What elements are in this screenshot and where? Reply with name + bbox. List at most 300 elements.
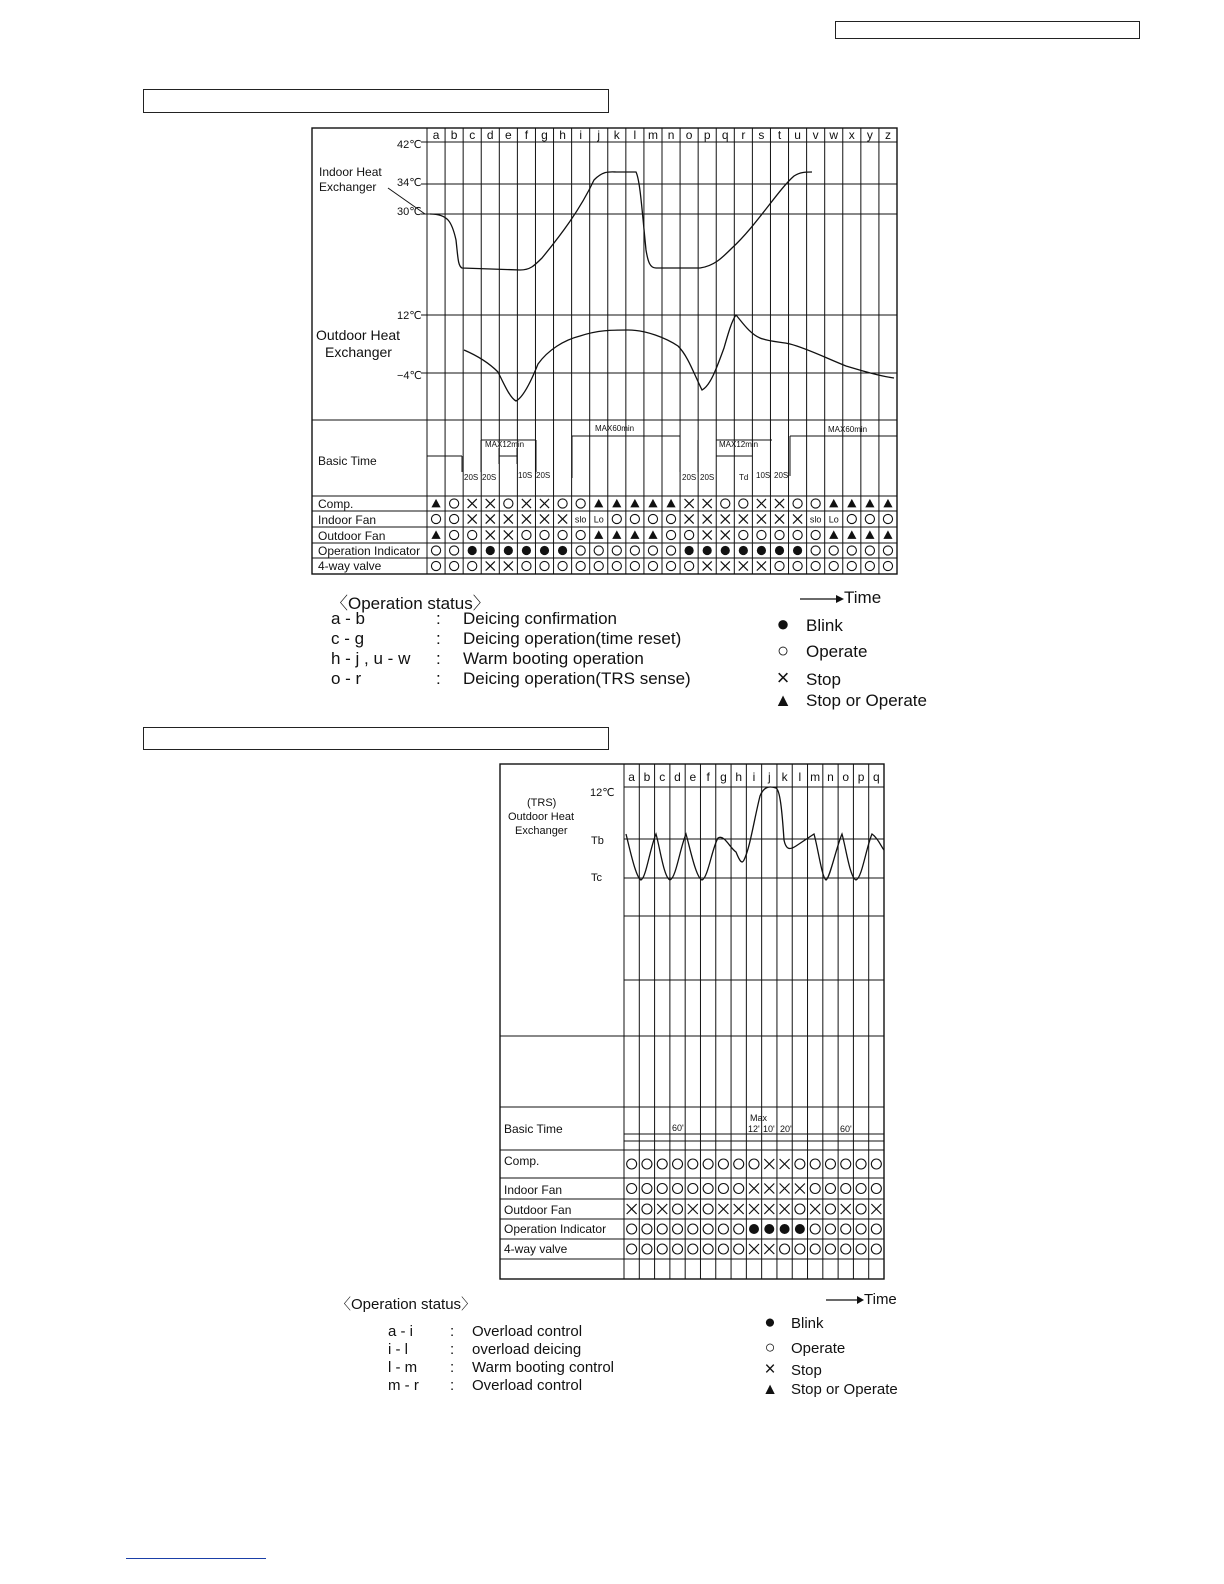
row-label-4-way-valve: 4-way valve — [504, 1242, 568, 1256]
operate-icon — [825, 1184, 835, 1194]
operate-icon — [739, 499, 748, 508]
operate-icon — [749, 1159, 759, 1169]
time-point-letter: e — [689, 770, 697, 784]
indoor-heat-label-2: Exchanger — [319, 180, 377, 194]
time-point-letter: s — [758, 128, 765, 142]
time-label: 20S — [482, 473, 497, 482]
status-item — [331, 669, 691, 689]
indoor-heat-exchanger-curve — [430, 172, 812, 270]
stop-icon — [871, 1204, 881, 1214]
stop-or-operate-icon — [612, 499, 621, 508]
status-range: a - i — [388, 1323, 414, 1340]
stop-icon — [793, 514, 802, 523]
stop-icon — [721, 514, 730, 523]
blink-icon — [749, 1224, 759, 1234]
operate-icon — [780, 1244, 790, 1254]
stop-icon — [486, 514, 495, 523]
stop-or-operate-icon — [612, 530, 621, 539]
section-title-box-1 — [143, 89, 609, 113]
row-label-operation-indicator: Operation Indicator — [318, 544, 421, 558]
basic-time-label: Basic Time — [318, 454, 377, 468]
operate-icon — [718, 1224, 728, 1234]
time-point-letter: t — [777, 128, 782, 142]
stop-icon — [486, 499, 495, 508]
operate-icon — [630, 546, 639, 555]
operate-icon — [883, 561, 892, 570]
trs-label-1: (TRS) — [527, 797, 557, 809]
axis-label-tc: Tc — [591, 872, 602, 884]
operate-icon — [657, 1224, 667, 1234]
time-point-letter: g — [720, 770, 727, 784]
stop-icon — [468, 499, 477, 508]
blink-icon — [775, 546, 784, 555]
time-point-letter: c — [469, 128, 476, 142]
stop-or-operate-icon — [865, 530, 874, 539]
status-colon: : — [436, 609, 441, 628]
time-point-letter: q — [873, 770, 880, 784]
operate-icon — [673, 1224, 683, 1234]
operate-icon — [810, 1184, 820, 1194]
time-point-letter: o — [685, 128, 693, 142]
status-desc: Warm booting control — [472, 1359, 615, 1376]
operate-icon — [810, 1159, 820, 1169]
stop-icon — [810, 1204, 820, 1214]
outdoor-heat-label-2: Exchanger — [325, 344, 392, 360]
max-label-4: MAX60min — [828, 425, 868, 434]
operate-icon — [829, 561, 838, 570]
legend-time-2 — [826, 1291, 897, 1309]
stop-or-operate-icon — [594, 530, 603, 539]
stop-icon — [780, 1184, 790, 1194]
axis-label-tb: Tb — [591, 835, 604, 847]
time-arrow-icon — [826, 1292, 864, 1309]
operate-icon — [648, 546, 657, 555]
time-point-letter: i — [752, 770, 756, 784]
time-label: 20S — [536, 471, 551, 480]
operate-icon — [522, 561, 531, 570]
stop-icon — [734, 1204, 744, 1214]
stop-icon — [718, 1204, 728, 1214]
operate-icon — [673, 1184, 683, 1194]
trs-label-2: Outdoor Heat — [508, 811, 575, 823]
operate-icon — [558, 530, 567, 539]
legend-stop-or-operate — [770, 690, 927, 711]
stop-icon — [504, 530, 513, 539]
blink-icon — [757, 546, 766, 555]
operate-icon — [793, 530, 802, 539]
stop-or-operate-icon: ▲ — [762, 1381, 778, 1398]
stop-or-operate-icon — [431, 499, 440, 508]
stop-icon — [468, 514, 477, 523]
operate-icon — [825, 1204, 835, 1214]
operate-icon — [775, 561, 784, 570]
fan-speed-label: slo — [574, 514, 587, 525]
outdoor-heat-label-1: Outdoor Heat — [316, 327, 401, 343]
operate-icon — [450, 530, 459, 539]
operate-icon — [825, 1244, 835, 1254]
operate-icon — [757, 530, 766, 539]
operate-icon — [576, 546, 585, 555]
stop-icon: × — [764, 1359, 776, 1380]
status-colon: : — [450, 1359, 455, 1376]
operate-icon — [795, 1244, 805, 1254]
operate-icon — [648, 561, 657, 570]
operate-icon — [703, 1184, 713, 1194]
axis-label-12: 12℃ — [397, 310, 422, 322]
axis-label-minus4: −4℃ — [397, 370, 422, 382]
operate-icon — [576, 499, 585, 508]
operate-icon — [627, 1159, 637, 1169]
operate-icon — [540, 530, 549, 539]
stop-or-operate-icon — [666, 499, 675, 508]
operate-icon — [734, 1184, 744, 1194]
blink-icon: ● — [776, 611, 790, 636]
operate-icon — [576, 561, 585, 570]
stop-or-operate-icon — [883, 499, 892, 508]
time-point-letter: y — [866, 128, 873, 142]
time-point-letter: n — [667, 128, 675, 142]
operate-icon — [612, 561, 621, 570]
basic-time-label: Basic Time — [504, 1122, 563, 1136]
fan-speed-label: Lo — [828, 514, 839, 525]
stop-icon — [685, 499, 694, 508]
status-range: m - r — [388, 1377, 419, 1394]
operate-icon — [450, 514, 459, 523]
time-label: 12' — [748, 1124, 760, 1134]
operate-icon — [594, 561, 603, 570]
time-point-letter: h — [735, 770, 743, 784]
operate-icon — [642, 1204, 652, 1214]
operate-icon — [630, 561, 639, 570]
stop-or-operate-icon — [630, 530, 639, 539]
time-label: 60' — [672, 1123, 684, 1133]
status-range: c - g — [331, 629, 365, 648]
operate-icon — [841, 1244, 851, 1254]
legend-label: Stop or Operate — [791, 1381, 898, 1398]
trs-outdoor-heat-exchanger-curve — [626, 787, 884, 880]
blink-icon — [780, 1224, 790, 1234]
status-colon: : — [436, 629, 441, 648]
stop-icon — [775, 499, 784, 508]
stop-icon — [486, 530, 495, 539]
operate-icon — [811, 499, 820, 508]
time-point-letter: k — [613, 128, 620, 142]
trs-label-3: Exchanger — [515, 825, 568, 837]
operate-icon — [734, 1159, 744, 1169]
legend-operate — [757, 1337, 845, 1358]
time-label: 10S — [518, 471, 533, 480]
operate-icon — [856, 1244, 866, 1254]
operate-icon — [576, 530, 585, 539]
operate-icon — [666, 530, 675, 539]
stop-icon — [749, 1204, 759, 1214]
time-point-letter: v — [812, 128, 819, 142]
legend-label: Blink — [791, 1315, 824, 1332]
operate-icon — [718, 1184, 728, 1194]
status-colon: : — [450, 1341, 455, 1358]
time-point-letter: p — [703, 128, 711, 142]
time-point-letter: j — [597, 128, 601, 142]
operate-icon — [775, 530, 784, 539]
row-label-4-way-valve: 4-way valve — [318, 559, 382, 573]
operate-icon — [630, 514, 639, 523]
operate-icon — [673, 1244, 683, 1254]
stop-icon — [757, 514, 766, 523]
operate-icon — [810, 1224, 820, 1234]
stop-icon — [764, 1184, 774, 1194]
time-point-letter: j — [767, 770, 771, 784]
blink-icon: ● — [764, 1312, 776, 1333]
stop-icon — [739, 561, 748, 570]
stop-icon — [764, 1159, 774, 1169]
stop-icon — [685, 514, 694, 523]
fan-speed-label: Lo — [593, 514, 604, 525]
time-point-letter: m — [647, 128, 658, 142]
row-label-outdoor-fan: Outdoor Fan — [504, 1203, 572, 1217]
stop-icon — [522, 514, 531, 523]
stop-icon — [749, 1184, 759, 1194]
status-item — [388, 1377, 582, 1394]
operate-icon — [871, 1184, 881, 1194]
operate-icon — [871, 1159, 881, 1169]
stop-icon — [688, 1204, 698, 1214]
blink-icon — [764, 1224, 774, 1234]
stop-icon — [558, 514, 567, 523]
operate-icon — [504, 499, 513, 508]
stop-icon — [703, 530, 712, 539]
operate-icon — [594, 546, 603, 555]
operate-icon — [871, 1224, 881, 1234]
operate-icon — [734, 1224, 744, 1234]
operate-icon — [627, 1184, 637, 1194]
operate-icon — [673, 1159, 683, 1169]
time-point-letter: k — [781, 770, 788, 784]
operate-icon — [883, 546, 892, 555]
legend-label: Stop — [806, 670, 841, 689]
time-point-letter: l — [633, 128, 637, 142]
row-label-comp: Comp. — [504, 1154, 540, 1168]
operate-icon — [865, 546, 874, 555]
time-label: 60' — [840, 1124, 852, 1134]
blink-icon — [721, 546, 730, 555]
operate-icon — [847, 514, 856, 523]
time-label: Td — [739, 473, 749, 482]
operate-icon — [856, 1224, 866, 1234]
page-header-box — [835, 21, 1140, 39]
operate-icon — [739, 530, 748, 539]
operate-icon — [627, 1224, 637, 1234]
operate-icon — [883, 514, 892, 523]
status-item — [388, 1359, 614, 1376]
max-label-3: MAX12min — [719, 440, 759, 449]
time-point-letter: o — [842, 770, 850, 784]
stop-or-operate-icon — [648, 530, 657, 539]
operate-icon — [795, 1159, 805, 1169]
time-point-letter: n — [827, 770, 834, 784]
stop-icon — [627, 1204, 637, 1214]
operate-icon — [841, 1159, 851, 1169]
operate-icon — [793, 561, 802, 570]
time-point-letter: a — [432, 128, 440, 142]
operate-icon — [468, 530, 477, 539]
operate-icon — [450, 561, 459, 570]
time-point-letter: p — [857, 770, 865, 784]
stop-or-operate-icon: ▲ — [774, 690, 792, 710]
status-desc: Overload control — [472, 1377, 583, 1394]
time-label: 20S — [682, 473, 697, 482]
operate-icon — [856, 1159, 866, 1169]
operate-icon — [795, 1204, 805, 1214]
status-colon: : — [450, 1323, 455, 1340]
stop-icon — [749, 1244, 759, 1254]
stop-or-operate-icon — [829, 499, 838, 508]
operate-icon — [673, 1204, 683, 1214]
operate-icon — [718, 1159, 728, 1169]
operate-icon — [871, 1244, 881, 1254]
operate-icon — [829, 546, 838, 555]
time-point-letter: m — [810, 770, 821, 784]
time-point-letter: u — [794, 128, 801, 142]
stop-icon — [780, 1204, 790, 1214]
operate-icon — [688, 1184, 698, 1194]
stop-icon — [540, 499, 549, 508]
operate-icon: ○ — [776, 640, 790, 662]
blink-icon — [793, 546, 802, 555]
operate-icon — [718, 1244, 728, 1254]
operate-icon — [666, 514, 675, 523]
time-point-letter: i — [579, 128, 582, 142]
operate-icon — [685, 561, 694, 570]
operate-icon — [666, 561, 675, 570]
stop-icon — [540, 514, 549, 523]
blink-icon — [522, 546, 531, 555]
time-point-letter: x — [848, 128, 855, 142]
row-label-outdoor-fan: Outdoor Fan — [318, 529, 386, 543]
stop-or-operate-icon — [594, 499, 603, 508]
operate-icon — [865, 561, 874, 570]
footer-link-line — [126, 1558, 266, 1559]
legend-label: Operate — [791, 1340, 846, 1357]
legend-stop — [770, 665, 841, 691]
blink-icon — [739, 546, 748, 555]
stop-or-operate-icon — [431, 530, 440, 539]
legend-blink — [770, 611, 843, 637]
status-colon: : — [436, 649, 441, 668]
status-item — [331, 649, 644, 669]
stop-icon — [739, 514, 748, 523]
stop-icon — [657, 1204, 667, 1214]
operate-icon — [703, 1224, 713, 1234]
status-desc: Overload control — [472, 1323, 583, 1340]
operate-icon — [825, 1159, 835, 1169]
time-point-letter: f — [524, 128, 529, 142]
time-label: 20' — [780, 1124, 792, 1134]
status-item — [331, 629, 681, 649]
blink-icon — [685, 546, 694, 555]
status-desc: Deicing operation(TRS sense) — [463, 669, 691, 688]
time-point-letter: c — [659, 770, 666, 784]
operate-icon — [793, 499, 802, 508]
time-point-letter: b — [643, 770, 651, 784]
stop-icon — [757, 499, 766, 508]
stop-or-operate-icon — [865, 499, 874, 508]
status-colon: : — [436, 669, 441, 688]
time-point-letter: d — [486, 128, 494, 142]
operate-icon — [841, 1184, 851, 1194]
status-range: i - l — [388, 1341, 408, 1358]
operate-icon — [540, 561, 549, 570]
time-point-letter: d — [674, 770, 681, 784]
operate-icon — [688, 1244, 698, 1254]
time-point-letter: z — [884, 128, 891, 142]
operate-icon — [841, 1224, 851, 1234]
operate-icon — [811, 561, 820, 570]
blink-icon — [504, 546, 513, 555]
legend-stop-or-operate — [757, 1381, 898, 1399]
stop-icon — [764, 1244, 774, 1254]
operate-icon — [688, 1224, 698, 1234]
stop-icon — [721, 530, 730, 539]
status-range: a - b — [331, 609, 366, 628]
stop-icon — [775, 514, 784, 523]
operate-icon — [431, 546, 440, 555]
legend-stop — [757, 1359, 822, 1381]
stop-icon — [795, 1184, 805, 1194]
max-label-2: MAX60min — [595, 424, 635, 433]
time-point-letter: l — [798, 770, 802, 784]
operate-icon — [657, 1244, 667, 1254]
operate-icon — [450, 546, 459, 555]
operate-icon — [847, 546, 856, 555]
time-label: 20S — [700, 473, 715, 482]
time-point-letter: h — [559, 128, 566, 142]
section-title-box-2 — [143, 727, 609, 750]
indoor-heat-label-1: Indoor Heat — [319, 165, 382, 179]
operate-icon — [642, 1159, 652, 1169]
blink-icon — [703, 546, 712, 555]
operation-status-title-1: 〈Operation status〉 — [331, 594, 490, 613]
operate-icon — [847, 561, 856, 570]
operate-icon — [627, 1244, 637, 1254]
operate-icon — [450, 499, 459, 508]
stop-or-operate-icon — [847, 499, 856, 508]
stop-icon — [504, 561, 513, 570]
time-point-letter: r — [741, 128, 746, 142]
time-label: 10' — [763, 1124, 775, 1134]
operate-icon: ○ — [764, 1337, 776, 1357]
time-label: 20S — [464, 473, 479, 482]
operate-icon — [558, 499, 567, 508]
time-point-letter: a — [628, 770, 635, 784]
blink-icon — [540, 546, 549, 555]
legend-label: Blink — [806, 616, 843, 635]
stop-icon — [703, 561, 712, 570]
operate-icon — [612, 514, 621, 523]
stop-icon — [841, 1204, 851, 1214]
stop-or-operate-icon — [648, 499, 657, 508]
status-item — [388, 1323, 582, 1340]
operate-icon — [431, 514, 440, 523]
operate-icon — [734, 1244, 744, 1254]
time-point-letter: b — [450, 128, 458, 142]
status-range: h - j , u - w — [331, 649, 411, 668]
operate-icon — [865, 514, 874, 523]
operate-icon — [811, 530, 820, 539]
row-label-operation-indicator: Operation Indicator — [504, 1222, 607, 1236]
operate-icon — [431, 561, 440, 570]
stop-or-operate-icon — [847, 530, 856, 539]
stop-icon — [522, 499, 531, 508]
